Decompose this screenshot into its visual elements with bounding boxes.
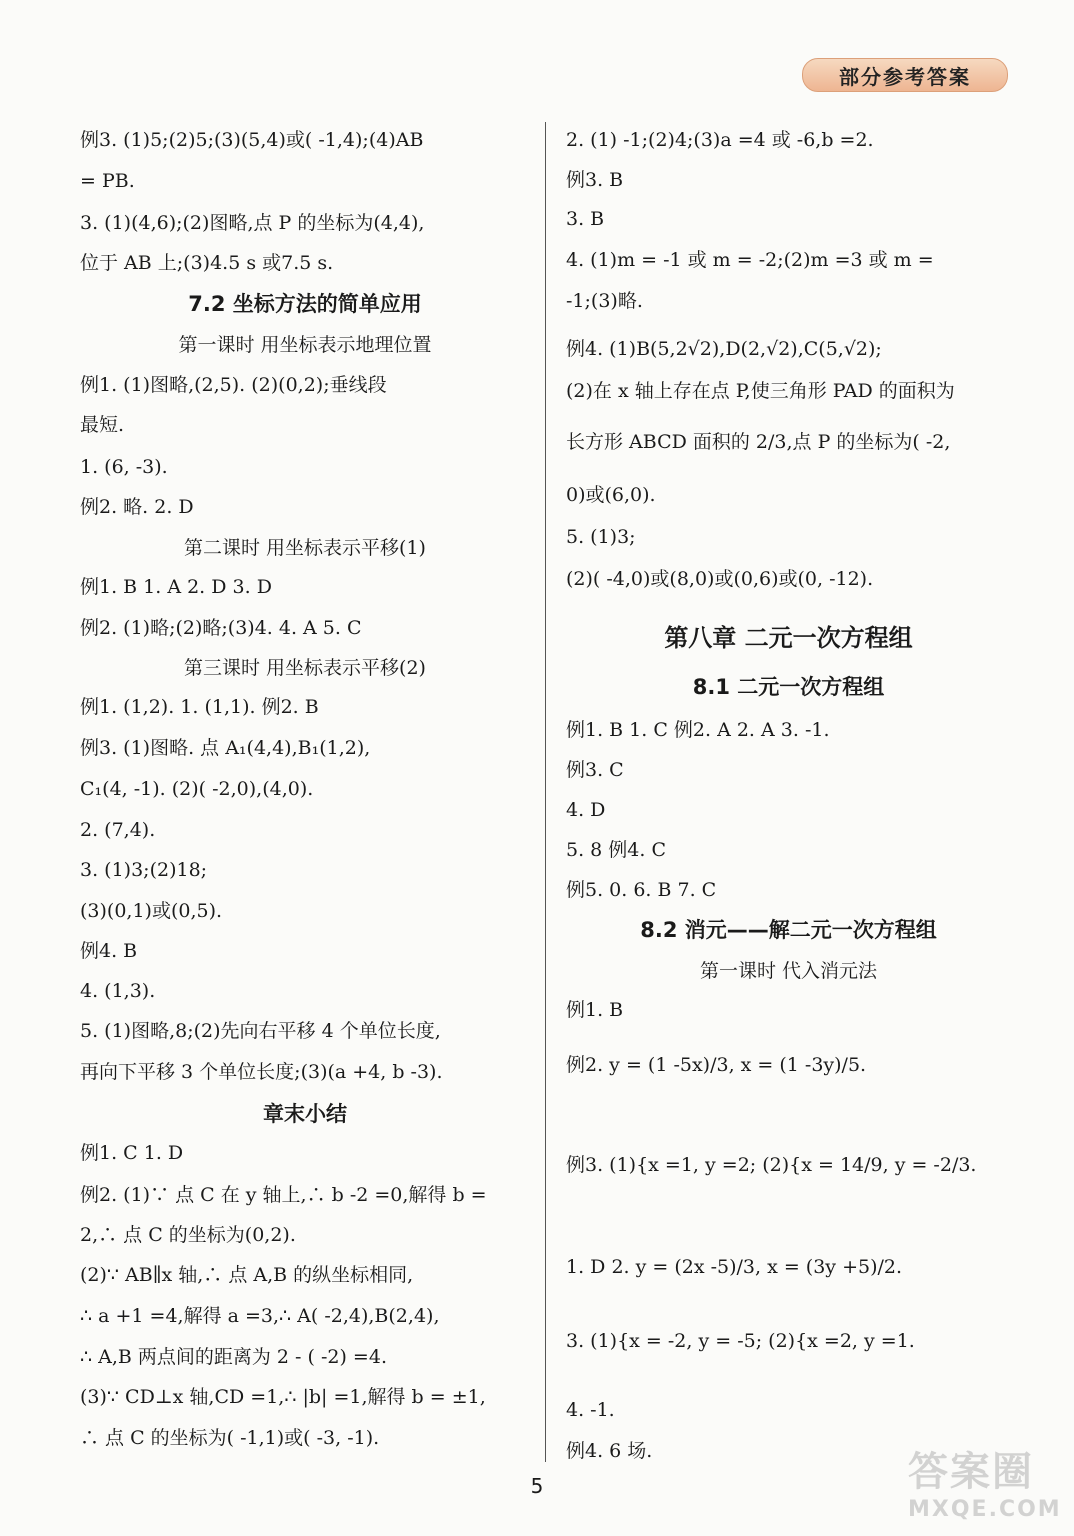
text-line: 3. (1)3;(2)18; bbox=[80, 859, 208, 881]
page-number: 5 bbox=[530, 1474, 544, 1498]
text-line: 例4. B bbox=[80, 940, 138, 962]
text-line: 3. (1){x = -2, y = -5; (2){x =2, y =1. bbox=[566, 1330, 915, 1352]
text-line: 4. -1. bbox=[566, 1399, 615, 1421]
text-line: 例1. (1,2). 1. (1,1). 例2. B bbox=[80, 696, 319, 718]
text-line: 例1. B 1. C 例2. A 2. A 3. -1. bbox=[566, 719, 830, 741]
watermark-logo bbox=[908, 1440, 1062, 1528]
text-line: (3)(0,1)或(0,5). bbox=[80, 900, 223, 922]
section-badge: 部分参考答案 bbox=[802, 58, 1008, 92]
text-line: 3. (1)(4,6);(2)图略,点 P 的坐标为(4,4), bbox=[80, 212, 425, 234]
text-line: 位于 AB 上;(3)4.5 s 或7.5 s. bbox=[80, 252, 334, 274]
text-line: ∴ A,B 两点间的距离为 2 - ( -2) =4. bbox=[80, 1346, 387, 1368]
text-line: 5. (1)3; bbox=[566, 526, 636, 548]
text-line: 例2. 略. 2. D bbox=[80, 496, 194, 518]
text-line: 2,∴ 点 C 的坐标为(0,2). bbox=[80, 1224, 296, 1246]
watermark-top: 答案圈 bbox=[908, 1449, 1034, 1495]
text-line: 例5. 0. 6. B 7. C bbox=[566, 879, 717, 901]
text-line: 5. 8 例4. C bbox=[566, 839, 667, 861]
text-line: 再向下平移 3 个单位长度;(3)(a +4, b -3). bbox=[80, 1061, 443, 1083]
watermark-bottom: MXQE.COM bbox=[908, 1497, 1062, 1522]
text-line: 3. B bbox=[566, 208, 605, 230]
text-line: 例3. C bbox=[566, 759, 624, 781]
text-line: 1. (6, -3). bbox=[80, 456, 168, 478]
text-line: 最短. bbox=[80, 414, 125, 436]
text-line: (2)在 x 轴上存在点 P,使三角形 PAD 的面积为 bbox=[566, 380, 955, 402]
lesson-heading: 第一课时 用坐标表示地理位置 bbox=[178, 334, 432, 356]
text-line: 2. (7,4). bbox=[80, 819, 156, 841]
text-line: 例2. (1)略;(2)略;(3)4. 4. A 5. C bbox=[80, 617, 362, 639]
text-line: (2)∵ AB∥x 轴,∴ 点 A,B 的纵坐标相同, bbox=[80, 1264, 414, 1286]
text-line: C₁(4, -1). (2)( -2,0),(4,0). bbox=[80, 778, 314, 800]
text-line: 例1. B bbox=[566, 999, 624, 1021]
lesson-heading: 第一课时 代入消元法 bbox=[699, 960, 878, 982]
text-line: 例1. (1)图略,(2,5). (2)(0,2);垂线段 bbox=[80, 374, 387, 396]
text-line: 例3. (1)5;(2)5;(3)(5,4)或( -1,4);(4)AB bbox=[80, 129, 424, 151]
text-line: 例3. (1){x =1, y =2; (2){x = 14/9, y = -2/3. bbox=[566, 1154, 977, 1176]
text-line: 0)或(6,0). bbox=[566, 484, 656, 506]
text-line: 4. (1)m = -1 或 m = -2;(2)m =3 或 m = bbox=[566, 249, 934, 271]
section-heading: 8.1 二元一次方程组 bbox=[692, 675, 885, 699]
text-line: ∴ a +1 =4,解得 a =3,∴ A( -2,4),B(2,4), bbox=[80, 1305, 440, 1327]
text-line: 4. D bbox=[566, 799, 606, 821]
lesson-heading: 第二课时 用坐标表示平移(1) bbox=[184, 537, 426, 559]
text-line: 例3. (1)图略. 点 A₁(4,4),B₁(1,2), bbox=[80, 737, 371, 759]
text-line: = PB. bbox=[80, 170, 135, 192]
text-line: 例2. y = (1 -5x)/3, x = (1 -3y)/5. bbox=[566, 1054, 867, 1076]
text-line: 例1. B 1. A 2. D 3. D bbox=[80, 576, 272, 598]
text-line: 例4. (1)B(5,2√2),D(2,√2),C(5,√2); bbox=[566, 338, 882, 360]
section-heading: 7.2 坐标方法的简单应用 bbox=[188, 292, 422, 316]
text-line: 2. (1) -1;(2)4;(3)a =4 或 -6,b =2. bbox=[566, 129, 874, 151]
text-line: 例2. (1)∵ 点 C 在 y 轴上,∴ b -2 =0,解得 b = bbox=[80, 1184, 487, 1206]
column-divider bbox=[545, 122, 546, 1462]
text-line: -1;(3)略. bbox=[566, 290, 643, 312]
text-line: 例4. 6 场. bbox=[566, 1440, 653, 1462]
text-line: 长方形 ABCD 面积的 2/3,点 P 的坐标为( -2, bbox=[566, 431, 951, 453]
text-line: 4. (1,3). bbox=[80, 980, 156, 1002]
section-heading: 8.2 消元——解二元一次方程组 bbox=[640, 918, 937, 942]
text-line: 例3. B bbox=[566, 169, 624, 191]
text-line: ∴ 点 C 的坐标为( -1,1)或( -3, -1). bbox=[80, 1427, 380, 1449]
section-heading: 章末小结 bbox=[263, 1102, 347, 1126]
text-line: 5. (1)图略,8;(2)先向右平移 4 个单位长度, bbox=[80, 1020, 441, 1042]
text-line: 例1. C 1. D bbox=[80, 1142, 184, 1164]
text-line: (3)∵ CD⊥x 轴,CD =1,∴ |b| =1,解得 b = ±1, bbox=[80, 1386, 486, 1408]
text-line: (2)( -4,0)或(8,0)或(0,6)或(0, -12). bbox=[566, 568, 874, 590]
chapter-heading: 第八章 二元一次方程组 bbox=[664, 624, 913, 652]
lesson-heading: 第三课时 用坐标表示平移(2) bbox=[184, 657, 426, 679]
text-line: 1. D 2. y = (2x -5)/3, x = (3y +5)/2. bbox=[566, 1256, 903, 1278]
